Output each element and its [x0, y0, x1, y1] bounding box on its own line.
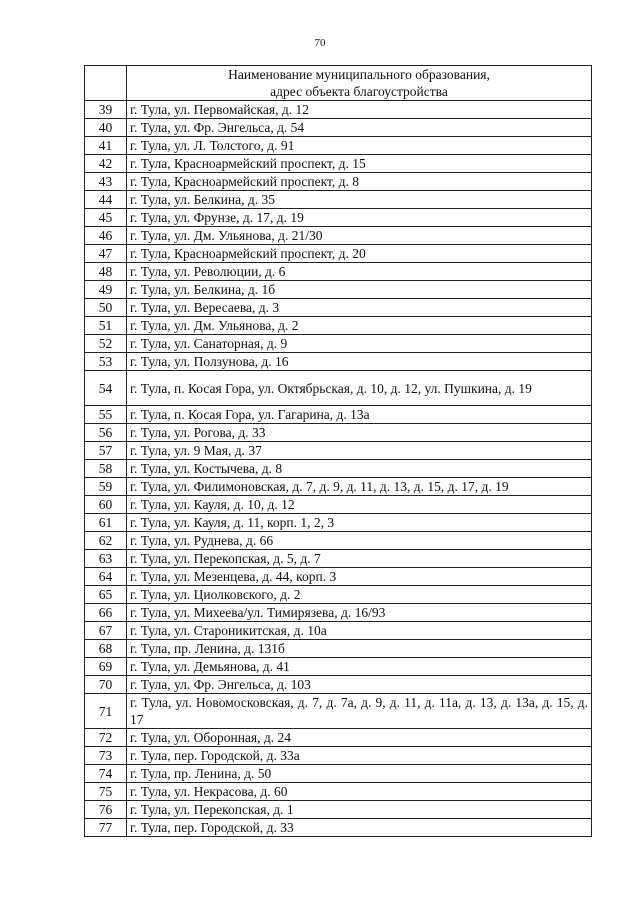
table-row	[85, 514, 592, 532]
table-row	[85, 299, 592, 317]
table-row	[85, 353, 592, 371]
row-number: 70	[85, 676, 127, 694]
row-number: 74	[85, 765, 127, 783]
row-address: г. Тула, ул. Революции, д. 6	[127, 263, 592, 281]
row-number: 52	[85, 335, 127, 353]
row-number: 51	[85, 317, 127, 335]
table-row	[85, 101, 592, 119]
row-number: 72	[85, 729, 127, 747]
row-number: 56	[85, 424, 127, 442]
row-number: 50	[85, 299, 127, 317]
table-row	[85, 765, 592, 783]
table-row	[85, 335, 592, 353]
row-number: 76	[85, 801, 127, 819]
table-row	[85, 119, 592, 137]
row-number: 41	[85, 137, 127, 155]
table-row	[85, 137, 592, 155]
page-number: 70	[314, 37, 326, 49]
table-row	[85, 424, 592, 442]
row-number: 55	[85, 406, 127, 424]
table-row	[85, 586, 592, 604]
row-address: г. Тула, ул. Филимоновская, д. 7, д. 9, д. 11, д. 13, д. 15, д. 17, д. 19	[127, 478, 592, 496]
row-number: 75	[85, 783, 127, 801]
table-row	[85, 694, 592, 729]
table-row	[85, 245, 592, 263]
row-number: 64	[85, 568, 127, 586]
row-address: г. Тула, ул. Белкина, д. 35	[127, 191, 592, 209]
row-number: 57	[85, 442, 127, 460]
table-body	[85, 101, 592, 837]
table-row	[85, 658, 592, 676]
table-row	[85, 191, 592, 209]
table-row	[85, 532, 592, 550]
row-address: г. Тула, ул. Мезенцева, д. 44, корп. 3	[127, 568, 592, 586]
row-address: г. Тула, пр. Ленина, д. 131б	[127, 640, 592, 658]
table-row	[85, 640, 592, 658]
row-number: 66	[85, 604, 127, 622]
row-number: 45	[85, 209, 127, 227]
row-number: 63	[85, 550, 127, 568]
row-address: г. Тула, ул. Кауля, д. 11, корп. 1, 2, 3	[127, 514, 592, 532]
row-number: 77	[85, 819, 127, 837]
table-row	[85, 317, 592, 335]
row-address: г. Тула, п. Косая Гора, ул. Октябрьская, д. 10, д. 12, ул. Пушкина, д. 19	[127, 371, 592, 406]
row-address: г. Тула, ул. Фрунзе, д. 17, д. 19	[127, 209, 592, 227]
header-line-2: адрес объекта благоустройства	[270, 84, 448, 99]
table-row	[85, 173, 592, 191]
row-address: г. Тула, ул. Руднева, д. 66	[127, 532, 592, 550]
row-number: 43	[85, 173, 127, 191]
header-line-1: Наименование муниципального образования,	[228, 67, 490, 82]
table-row	[85, 406, 592, 424]
row-number: 60	[85, 496, 127, 514]
table-row	[85, 371, 592, 406]
row-number: 40	[85, 119, 127, 137]
row-number: 42	[85, 155, 127, 173]
table-row	[85, 209, 592, 227]
row-address: г. Тула, ул. 9 Мая, д. 37	[127, 442, 592, 460]
table-row	[85, 801, 592, 819]
row-number: 59	[85, 478, 127, 496]
row-address: г. Тула, ул. Белкина, д. 1б	[127, 281, 592, 299]
row-number: 67	[85, 622, 127, 640]
table-row	[85, 568, 592, 586]
row-address: г. Тула, Красноармейский проспект, д. 15	[127, 155, 592, 173]
row-address: г. Тула, ул. Демьянова, д. 41	[127, 658, 592, 676]
row-address: г. Тула, ул. Фр. Энгельса, д. 54	[127, 119, 592, 137]
row-number: 49	[85, 281, 127, 299]
row-address: г. Тула, ул. Оборонная, д. 24	[127, 729, 592, 747]
table-header-row	[85, 66, 592, 101]
row-number: 44	[85, 191, 127, 209]
table-row	[85, 783, 592, 801]
row-number: 69	[85, 658, 127, 676]
row-address: г. Тула, ул. Ползунова, д. 16	[127, 353, 592, 371]
table-row	[85, 478, 592, 496]
row-address: г. Тула, ул. Староникитская, д. 10а	[127, 622, 592, 640]
row-address: г. Тула, ул. Санаторная, д. 9	[127, 335, 592, 353]
table-row	[85, 747, 592, 765]
row-address: г. Тула, пер. Городской, д. 33	[127, 819, 592, 837]
table-row	[85, 496, 592, 514]
row-address: г. Тула, ул. Перекопская, д. 5, д. 7	[127, 550, 592, 568]
row-number: 65	[85, 586, 127, 604]
row-address: г. Тула, ул. Кауля, д. 10, д. 12	[127, 496, 592, 514]
row-address: г. Тула, пер. Городской, д. 33а	[127, 747, 592, 765]
row-address: г. Тула, ул. Дм. Ульянова, д. 2	[127, 317, 592, 335]
table-row	[85, 550, 592, 568]
row-number: 47	[85, 245, 127, 263]
table-row	[85, 676, 592, 694]
row-address: г. Тула, ул. Л. Толстого, д. 91	[127, 137, 592, 155]
row-address: г. Тула, ул. Перекопская, д. 1	[127, 801, 592, 819]
row-address: г. Тула, ул. Циолковского, д. 2	[127, 586, 592, 604]
table-row	[85, 819, 592, 837]
row-address: г. Тула, ул. Костычева, д. 8	[127, 460, 592, 478]
row-address: г. Тула, пр. Ленина, д. 50	[127, 765, 592, 783]
table-row	[85, 281, 592, 299]
row-address: г. Тула, ул. Дм. Ульянова, д. 21/30	[127, 227, 592, 245]
row-number: 61	[85, 514, 127, 532]
row-address: г. Тула, ул. Новомосковская, д. 7, д. 7а, д. 9, д. 11, д. 11а, д. 13, д. 13а, д. 15, д. 17	[127, 694, 592, 729]
table-row	[85, 442, 592, 460]
table-row	[85, 460, 592, 478]
table-row	[85, 622, 592, 640]
table-row	[85, 604, 592, 622]
row-address: г. Тула, ул. Некрасова, д. 60	[127, 783, 592, 801]
row-address: г. Тула, ул. Михеева/ул. Тимирязева, д. 16/93	[127, 604, 592, 622]
row-address: г. Тула, п. Косая Гора, ул. Гагарина, д. 13а	[127, 406, 592, 424]
table-row	[85, 227, 592, 245]
row-number: 62	[85, 532, 127, 550]
row-address: г. Тула, Красноармейский проспект, д. 20	[127, 245, 592, 263]
address-column-header	[127, 66, 592, 101]
table-row	[85, 263, 592, 281]
row-number: 73	[85, 747, 127, 765]
row-number: 48	[85, 263, 127, 281]
row-number: 71	[85, 694, 127, 729]
row-number: 68	[85, 640, 127, 658]
table-row	[85, 729, 592, 747]
row-number: 46	[85, 227, 127, 245]
row-number: 54	[85, 371, 127, 406]
row-address: г. Тула, ул. Первомайская, д. 12	[127, 101, 592, 119]
table-row	[85, 155, 592, 173]
row-address: г. Тула, ул. Вересаева, д. 3	[127, 299, 592, 317]
row-address: г. Тула, ул. Рогова, д. 33	[127, 424, 592, 442]
row-address: г. Тула, ул. Фр. Энгельса, д. 103	[127, 676, 592, 694]
row-address: г. Тула, Красноармейский проспект, д. 8	[127, 173, 592, 191]
number-column-header	[85, 66, 127, 101]
address-table	[84, 65, 592, 837]
row-number: 58	[85, 460, 127, 478]
row-number: 53	[85, 353, 127, 371]
row-number: 39	[85, 101, 127, 119]
